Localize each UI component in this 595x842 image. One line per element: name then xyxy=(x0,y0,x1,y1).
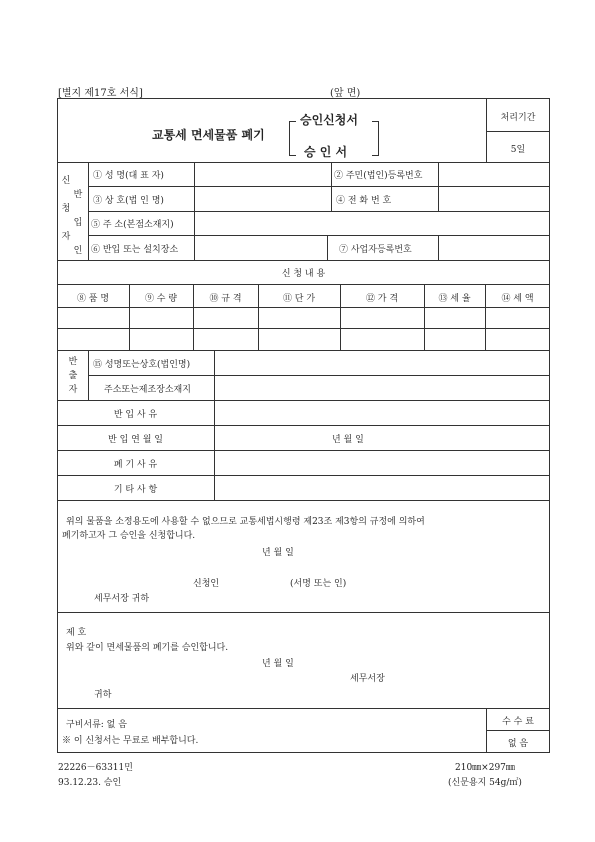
exporter-address-label: 주소또는제조장소재지 xyxy=(104,385,191,395)
fee-label: 수 수 료 xyxy=(502,717,534,727)
applicant-char-6: 인 xyxy=(73,246,83,256)
column-tax-amount: ⑭ 세 액 xyxy=(501,294,534,304)
applicant-phone-label: ④ 전 화 번 호 xyxy=(336,196,392,206)
title-option-application: 승인신청서 xyxy=(300,113,358,127)
import-reason-label: 반 입 사 유 xyxy=(113,410,158,420)
required-documents: 구비서류: 없 음 xyxy=(66,720,127,730)
form-number: [별지 제17호 서식] xyxy=(58,88,143,99)
fee-value: 없 음 xyxy=(507,739,529,749)
right-bracket xyxy=(372,121,379,156)
statement-line-1: 위의 물품을 소정용도에 사용할 수 없으므로 교통세법시행령 제23조 제3항의 규정에 의하여 xyxy=(66,517,425,527)
applicant-id-field[interactable] xyxy=(439,163,549,185)
column-tax-rate: ⑬ 세 율 xyxy=(438,294,471,304)
processing-period-label: 처리기간 xyxy=(500,113,536,123)
applicant-char-4: 입 xyxy=(73,218,83,228)
applicant-char-2: 반 xyxy=(73,190,83,200)
approval-office: 세무서장 xyxy=(350,674,385,684)
statement-signature: (서명 또는 인) xyxy=(290,579,347,589)
column-quantity: ⑨ 수 량 xyxy=(144,294,178,304)
applicant-char-1: 신 xyxy=(61,176,71,186)
applicant-bizno-label: ⑦ 사업자등록번호 xyxy=(339,245,412,255)
import-reason-field[interactable] xyxy=(215,401,549,424)
left-bracket xyxy=(289,121,296,156)
applicant-phone-field[interactable] xyxy=(439,187,549,210)
column-unit-price: ⑪ 단 가 xyxy=(282,294,316,304)
footer-size: 210㎜×297㎜ xyxy=(455,763,515,773)
disposal-reason-label: 폐 기 사 유 xyxy=(113,460,158,470)
disposal-reason-field[interactable] xyxy=(215,451,549,474)
applicant-trade-label: ③ 상 호(법 인 명) xyxy=(93,196,164,206)
approval-text: 위와 같이 면세물품의 폐기를 승인합니다. xyxy=(66,643,229,653)
footer-approved: 93.12.23. 승인 xyxy=(58,778,122,788)
import-date-label: 반 입 연 월 일 xyxy=(108,435,163,445)
exporter-char-2: 출 xyxy=(68,371,78,381)
footer-paper: (신문용지 54g/㎡) xyxy=(448,778,522,788)
applicant-name-field[interactable] xyxy=(195,163,330,185)
column-item-name: ⑧ 품 명 xyxy=(76,294,110,304)
other-matters-label: 기 타 사 항 xyxy=(113,485,158,495)
exporter-char-3: 자 xyxy=(68,385,78,395)
other-matters-field[interactable] xyxy=(215,476,549,499)
import-date-value: 년 월 일 xyxy=(332,435,364,445)
applicant-char-5: 자 xyxy=(61,232,71,242)
exporter-address-field[interactable] xyxy=(215,376,549,399)
exporter-name-field[interactable] xyxy=(215,351,549,374)
footer-code: 22226－63311민 xyxy=(58,763,133,773)
exporter-name-label: ⑮ 성명또는상호(법인명) xyxy=(93,360,191,370)
applicant-trade-field[interactable] xyxy=(195,187,330,210)
applicant-address-label: ⑤ 주 소(본점소재지) xyxy=(91,220,174,230)
applicant-id-label: ② 주민(법인)등록번호 xyxy=(334,171,423,181)
request-section-title: 신 청 내 용 xyxy=(281,269,326,279)
applicant-place-label: ⑥ 반입 또는 설치장소 xyxy=(91,245,179,255)
title-option-approval: 승 인 서 xyxy=(304,145,348,159)
processing-period-value: 5일 xyxy=(510,145,526,155)
page-side: (앞 면) xyxy=(330,88,361,99)
statement-applicant: 신청인 xyxy=(193,579,220,589)
applicant-place-field[interactable] xyxy=(195,236,326,259)
column-price: ⑫ 가 격 xyxy=(365,294,399,304)
applicant-name-label: ① 성 명(대 표 자) xyxy=(93,171,164,181)
approval-to: 귀하 xyxy=(94,690,112,700)
statement-line-2: 폐기하고자 그 승인을 신청합니다. xyxy=(62,531,196,541)
form-title: 교통세 면세물품 폐기 xyxy=(152,128,265,142)
approval-date: 년 월 일 xyxy=(262,659,294,669)
free-distribution-note: ※ 이 신청서는 무료로 배부합니다. xyxy=(62,736,199,746)
applicant-address-field[interactable] xyxy=(195,212,549,234)
applicant-char-3: 청 xyxy=(61,204,71,214)
applicant-bizno-field[interactable] xyxy=(439,236,549,259)
approval-number: 제 호 xyxy=(66,628,87,638)
statement-recipient: 세무서장 귀하 xyxy=(94,594,150,604)
statement-date: 년 월 일 xyxy=(262,548,294,558)
exporter-char-1: 반 xyxy=(68,357,78,367)
column-spec: ⑩ 규 격 xyxy=(209,294,242,304)
